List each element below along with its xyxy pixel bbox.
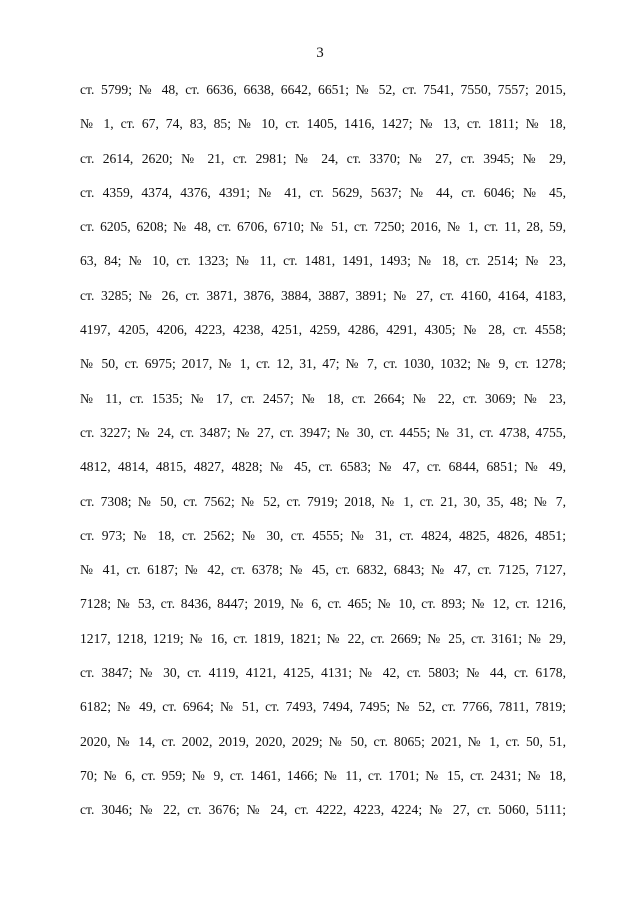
text-line: ст. 5799; № 48, ст. 6636, 6638, 6642, 6651; № 52, ст. 7541, 7550, 7557; 2015,: [80, 82, 566, 97]
text-line: № 11, ст. 1535; № 17, ст. 2457; № 18, ст. 2664; № 22, ст. 3069; № 23,: [80, 390, 566, 406]
text-line: 1217, 1218, 1219; № 16, ст. 1819, 1821; № 22, ст. 2669; № 25, ст. 3161; № 29,: [80, 630, 566, 646]
text-line: 7128; № 53, ст. 8436, 8447; 2019, № 6, ст. 465; № 10, ст. 893; № 12, ст. 1216,: [80, 596, 566, 612]
text-line: ст. 3847; № 30, ст. 4119, 4121, 4125, 4131; № 42, ст. 5803; № 44, ст. 6178,: [80, 665, 566, 681]
text-line: ст. 3046; № 22, ст. 3676; № 24, ст. 4222, 4223, 4224; № 27, ст. 5060, 5111;: [80, 802, 566, 818]
text-line: ст. 3227; № 24, ст. 3487; № 27, ст. 3947; № 30, ст. 4455; № 31, ст. 4738, 4755,: [80, 424, 566, 440]
text-line: 2020, № 14, ст. 2002, 2019, 2020, 2029; № 50, ст. 8065; 2021, № 1, ст. 50, 51,: [80, 733, 566, 749]
text-line: ст. 4359, 4374, 4376, 4391; № 41, ст. 5629, 5637; № 44, ст. 6046; № 45,: [80, 184, 566, 200]
page-number: 3: [316, 45, 324, 61]
text-line: ст. 2614, 2620; № 21, ст. 2981; № 24, ст. 3370; № 27, ст. 3945; № 29,: [80, 150, 566, 166]
text-line: 4812, 4814, 4815, 4827, 4828; № 45, ст. 6583; № 47, ст. 6844, 6851; № 49,: [80, 459, 566, 475]
text-line: 63, 84; № 10, ст. 1323; № 11, ст. 1481, 1491, 1493; № 18, ст. 2514; № 23,: [80, 253, 566, 269]
text-line: № 1, ст. 67, 74, 83, 85; № 10, ст. 1405, 1416, 1427; № 13, ст. 1811; № 18,: [80, 116, 566, 132]
text-line: 6182; № 49, ст. 6964; № 51, ст. 7493, 7494, 7495; № 52, ст. 7766, 7811, 7819;: [80, 699, 566, 715]
text-line: ст. 6205, 6208; № 48, ст. 6706, 6710; № 51, ст. 7250; 2016, № 1, ст. 11, 28, 59,: [80, 219, 566, 235]
text-line: № 50, ст. 6975; 2017, № 1, ст. 12, 31, 47; № 7, ст. 1030, 1032; № 9, ст. 1278;: [80, 356, 566, 372]
text-line: № 41, ст. 6187; № 42, ст. 6378; № 45, ст. 6832, 6843; № 47, ст. 7125, 7127,: [80, 562, 566, 578]
text-line: 70; № 6, ст. 959; № 9, ст. 1461, 1466; № 11, ст. 1701; № 15, ст. 2431; № 18,: [80, 767, 566, 783]
text-line: 4197, 4205, 4206, 4223, 4238, 4251, 4259, 4286, 4291, 4305; № 28, ст. 4558;: [80, 322, 566, 338]
body-text: [80, 78, 566, 833]
text-line: ст. 973; № 18, ст. 2562; № 30, ст. 4555; № 31, ст. 4824, 4825, 4826, 4851;: [80, 527, 566, 543]
text-line: ст. 3285; № 26, ст. 3871, 3876, 3884, 3887, 3891; № 27, ст. 4160, 4164, 4183,: [80, 287, 566, 303]
text-line: ст. 7308; № 50, ст. 7562; № 52, ст. 7919; 2018, № 1, ст. 21, 30, 35, 48; № 7,: [80, 493, 566, 509]
